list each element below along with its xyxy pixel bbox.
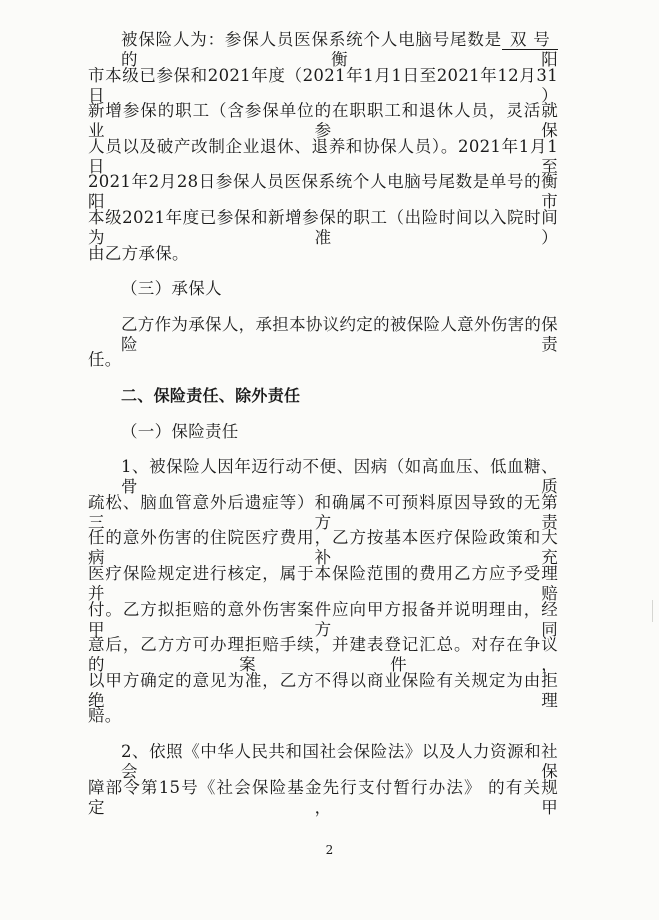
paragraph-line-2: 市本级已参保和2021年度（2021年1月1日至2021年12月31日） <box>88 66 558 105</box>
paragraph-line-14: 疏松、脑血管意外后遗症等）和确属不可预料原因导致的无第三方责 <box>88 493 558 532</box>
paragraph-line-3: 新增参保的职工（含参保单位的在职职工和退休人员，灵活就业参保 <box>88 101 558 140</box>
underlined-fill-in: 双号 <box>502 31 558 50</box>
paragraph-line-1 <box>121 30 558 69</box>
paragraph-line-19: 以甲方确定的意见为准，乙方不得以商业保险有关规定为由拒绝理 <box>88 671 558 710</box>
subsection-heading-insurance-liability: （一）保险责任 <box>121 422 239 441</box>
paragraph-line-6: 本级2021年度已参保和新增参保的职工（出险时间以入院时间为准） <box>88 208 558 247</box>
paragraph-line-4: 人员以及破产改制企业退休、退养和协保人员）。2021年1月1日至 <box>88 137 558 176</box>
paragraph-line-20: 赔。 <box>88 706 122 725</box>
paragraph-line-17: 付。乙方拟拒赔的意外伤害案件应向甲方报备并说明理由，经甲方同 <box>88 600 558 639</box>
text-segment: 的衡阳 <box>121 50 558 69</box>
paragraph-line-5: 2021年2月28日参保人员医保系统个人电脑号尾数是单号的衡阳市 <box>88 172 558 211</box>
section-heading-liability: 二、保险责任、除外责任 <box>121 386 301 405</box>
text-segment: 被保险人为：参保人员医保系统个人电脑号尾数是 <box>121 30 502 49</box>
paragraph-line-15: 任的意外伤害的住院医疗费用，乙方按基本医疗保险政策和大病补充 <box>88 528 558 567</box>
paragraph-line-18: 意后，乙方方可办理拒赔手续，并建表登记汇总。对存在争议的案件， <box>88 635 558 674</box>
paragraph-line-21: 2、依照《中华人民共和国社会保险法》以及人力资源和社会保 <box>121 742 558 781</box>
paragraph-line-16: 医疗保险规定进行核定，属于本保险范围的费用乙方应予受理并赔 <box>88 564 558 603</box>
paragraph-line-10: 任。 <box>88 350 122 369</box>
paragraph-line-9: 乙方作为承保人，承担本协议约定的被保险人意外伤害的保险责 <box>121 315 558 354</box>
section-heading-underwriter: （三）承保人 <box>121 279 222 298</box>
paragraph-line-13: 1、被保险人因年迈行动不便、因病（如高血压、低血糖、骨质 <box>121 457 558 496</box>
paragraph-line-7: 由乙方承保。 <box>88 244 189 263</box>
scan-artifact <box>652 600 653 622</box>
paragraph-line-22: 障部令第15号《社会保险基金先行支付暂行办法》 的有关规定，甲 <box>88 778 558 817</box>
page-number: 2 <box>325 843 334 857</box>
